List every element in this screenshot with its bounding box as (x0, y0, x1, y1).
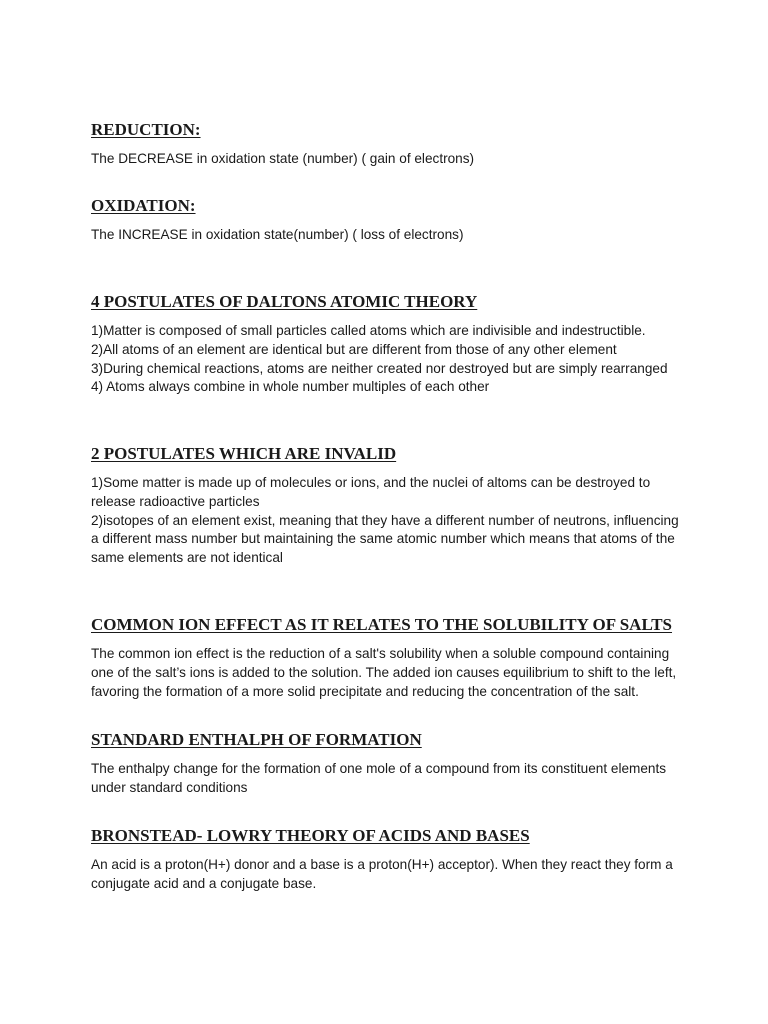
section-body: The common ion effect is the reduction of a salt's solubility when a soluble compound containing one of the salt’s ions is added to the solution. The added ion causes equilibrium to shift to the left, favoring the formation of a more solid precipitate and reducing the concentration of the salt. (91, 646, 677, 699)
section-heading: OXIDATION: (91, 196, 196, 215)
section-heading: STANDARD ENTHALPH OF FORMATION (91, 730, 422, 749)
section-heading: 2 POSTULATES WHICH ARE INVALID (91, 444, 397, 463)
section-common-ion-effect (91, 614, 686, 701)
invalid-postulate-item: 2)isotopes of an element exist, meaning that they have a different number of neutrons, influencing a different mass number but maintaining the same atomic number which means that atoms of the same elements are not identical (91, 512, 679, 566)
section-body: The INCREASE in oxidation state(number) ( loss of electrons) (91, 227, 464, 242)
section-heading: 4 POSTULATES OF DALTONS ATOMIC THEORY (91, 292, 478, 311)
section-body: An acid is a proton(H+) donor and a base is a proton(H+) acceptor). When they react they form a conjugate acid and a conjugate base. (91, 857, 673, 891)
invalid-postulate-list (91, 474, 681, 568)
section-bronsted-lowry (91, 825, 686, 894)
section-reduction (91, 119, 691, 169)
section-body: The DECREASE in oxidation state (number) ( gain of electrons) (91, 151, 475, 166)
postulate-item: 1)Matter is composed of small particles called atoms which are indivisible and indestructible. (91, 323, 646, 338)
section-body: The enthalpy change for the formation of one mole of a compound from its constituent elements under standard conditions (91, 761, 667, 795)
section-heading: REDUCTION: (91, 120, 201, 139)
postulate-item: 3)During chemical reactions, atoms are neither created nor destroyed but are simply rearranged (91, 360, 668, 376)
section-dalton-postulates (91, 291, 691, 397)
invalid-postulate-item: 1)Some matter is made up of molecules or ions, and the nuclei of altoms can be destroyed to release radioactive particles (91, 475, 651, 509)
postulate-item: 4) Atoms always combine in whole number multiples of each other (91, 379, 490, 395)
postulate-item: 2)All atoms of an element are identical but are different from those of any other element (91, 341, 617, 357)
postulate-list (91, 322, 691, 397)
section-heading: COMMON ION EFFECT AS IT RELATES TO THE SOLUBILITY OF SALTS (91, 615, 673, 634)
section-oxidation (91, 195, 691, 245)
section-standard-enthalpy (91, 729, 686, 798)
section-heading: BRONSTEAD- LOWRY THEORY OF ACIDS AND BASES (91, 826, 530, 845)
section-invalid-postulates (91, 443, 681, 568)
